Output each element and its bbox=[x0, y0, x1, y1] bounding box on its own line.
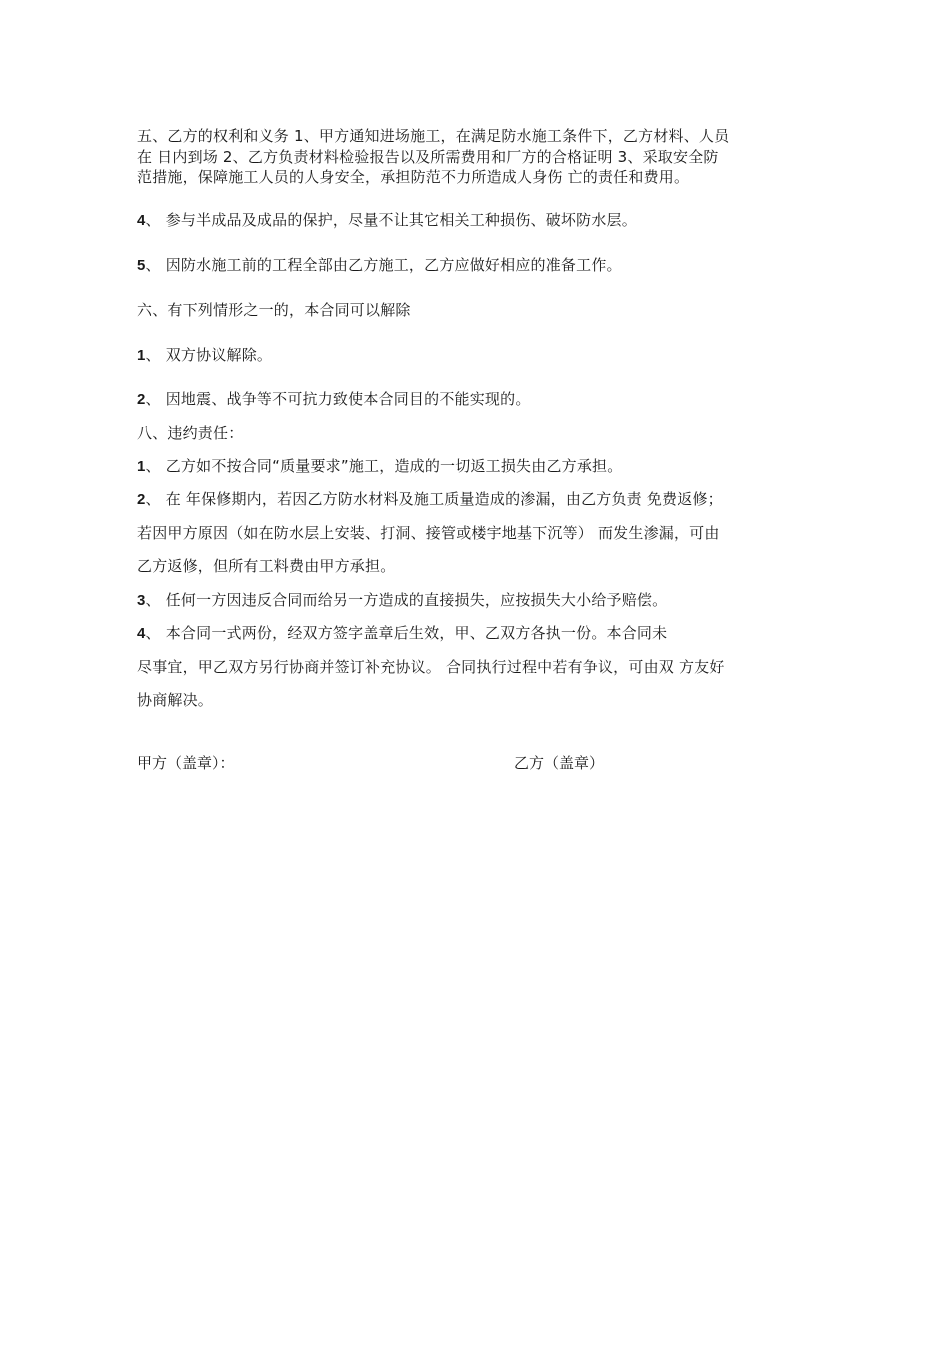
item-text: 、 在 年保修期内，若因乙方防水材料及施工质量造成的渗漏，由乙方负责 免费返修； bbox=[145, 490, 723, 508]
section8-item4 bbox=[137, 622, 667, 645]
item-number: 2 bbox=[137, 491, 146, 508]
item-number: 5 bbox=[137, 257, 146, 274]
item-number: 2 bbox=[137, 391, 146, 408]
item-text: 、 参与半成品及成品的保护，尽量不让其它相关工种损伤、破坏防水层。 bbox=[145, 211, 637, 229]
section8-item3 bbox=[137, 589, 667, 612]
item-number: 4 bbox=[137, 625, 146, 642]
section5-line1: 五、乙方的权利和义务 1、甲方通知进场施工，在满足防水施工条件下，乙方材料、人员 bbox=[137, 127, 730, 145]
section5-item5 bbox=[137, 254, 622, 277]
party-b-seal-label: 乙方（盖章） bbox=[514, 754, 605, 772]
item-text: 、 双方协议解除。 bbox=[145, 346, 273, 364]
item-text: 、 乙方如不按合同“质量要求”施工，造成的一切返工损失由乙方承担。 bbox=[145, 457, 623, 475]
item-number: 4 bbox=[137, 212, 146, 229]
item-text: 、 本合同一式两份，经双方签字盖章后生效，甲、乙双方各执一份。本合同未 bbox=[145, 624, 668, 642]
section8-item2-line3: 乙方返修，但所有工料费由甲方承担。 bbox=[137, 557, 396, 575]
section5-item4 bbox=[137, 209, 637, 232]
item-text: 、 因地震、战争等不可抗力致使本合同目的不能实现的。 bbox=[145, 390, 531, 408]
section8-heading: 八、违约责任： bbox=[137, 424, 244, 442]
item-text: 、 任何一方因违反合同而给另一方造成的直接损失，应按损失大小给予赔偿。 bbox=[145, 591, 668, 609]
section5-line2: 在 日内到场 2、乙方负责材料检验报告以及所需费用和厂方的合格证明 3、采取安全防 bbox=[137, 148, 719, 166]
section8-item4-line3: 协商解决。 bbox=[137, 691, 214, 709]
party-a-seal-label: 甲方（盖章）： bbox=[137, 754, 235, 772]
section8-item2-line2: 若因甲方原因（如在防水层上安装、打洞、接管或楼宇地基下沉等） 而发生渗漏，可由 bbox=[137, 524, 720, 542]
section6-item2 bbox=[137, 388, 531, 411]
section8-item4-line2: 尽事宜，甲乙双方另行协商并签订补充协议。 合同执行过程中若有争议，可由双 方友好 bbox=[137, 658, 725, 676]
section6-item1 bbox=[137, 344, 272, 367]
item-number: 3 bbox=[137, 592, 146, 609]
item-number: 1 bbox=[137, 347, 146, 364]
item-text: 、 因防水施工前的工程全部由乙方施工，乙方应做好相应的准备工作。 bbox=[145, 256, 622, 274]
section8-item1 bbox=[137, 455, 622, 478]
item-number: 1 bbox=[137, 458, 146, 475]
section8-item2 bbox=[137, 488, 723, 511]
section6-heading: 六、有下列情形之一的，本合同可以解除 bbox=[137, 301, 411, 319]
section5-line3: 范措施，保障施工人员的人身安全，承担防范不力所造成人身伤 亡的责任和费用。 bbox=[137, 168, 690, 186]
